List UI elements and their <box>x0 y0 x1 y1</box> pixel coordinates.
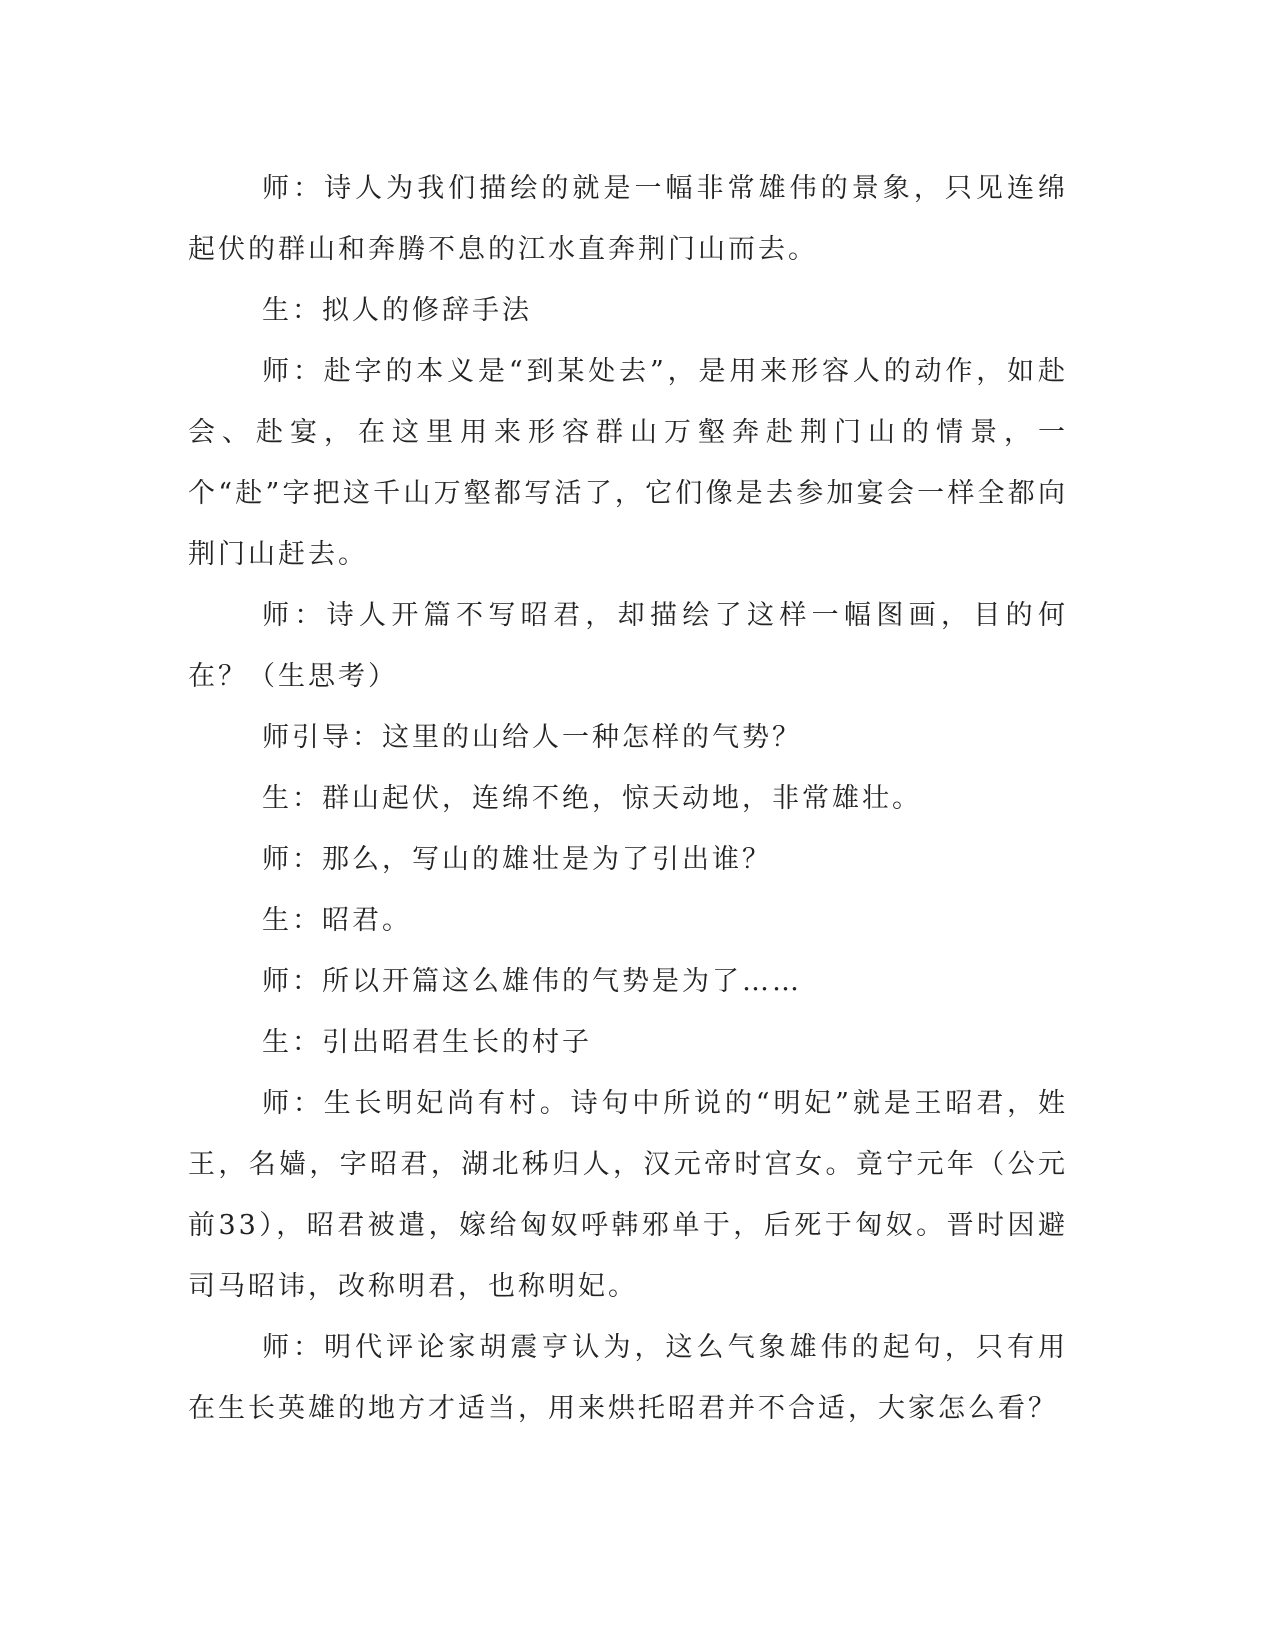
paragraph-student-4: 生：引出昭君生长的村子 <box>262 1027 592 1058</box>
paragraph-student-1: 生：拟人的修辞手法 <box>262 295 532 326</box>
document-body <box>188 158 1068 1439</box>
paragraph-teacher-5: 师：所以开篇这么雄伟的气势是为了…… <box>262 966 802 997</box>
paragraph-teacher-6: 师：生长明妃尚有村。诗句中所说的“明妃”就是王昭君，姓王，名嫱，字昭君，湖北秭归人，汉元帝时宫女。竟宁元年（公元前33），昭君被遣，嫁给匈奴呼韩邪单于，后死于匈奴。晋时因避司马昭讳，改称明君，也称明妃。 <box>188 1088 1068 1302</box>
paragraph-teacher-7: 师：明代评论家胡震亨认为，这么气象雄伟的起句，只有用在生长英雄的地方才适当，用来烘托昭君并不合适，大家怎么看？ <box>188 1332 1068 1424</box>
paragraph-student-3: 生：昭君。 <box>262 905 412 936</box>
paragraph-teacher-3: 师：诗人开篇不写昭君，却描绘了这样一幅图画，目的何在？（生思考） <box>188 600 1068 692</box>
paragraph-teacher-guide: 师引导：这里的山给人一种怎样的气势？ <box>262 722 802 753</box>
paragraph-student-2: 生：群山起伏，连绵不绝，惊天动地，非常雄壮。 <box>262 783 922 814</box>
paragraph-teacher-2: 师：赴字的本义是“到某处去”，是用来形容人的动作，如赴会、赴宴，在这里用来形容群山万壑奔赴荆门山的情景，一个“赴”字把这千山万壑都写活了，它们像是去参加宴会一样全都向荆门山赶去。 <box>188 356 1068 570</box>
paragraph-teacher-1: 师：诗人为我们描绘的就是一幅非常雄伟的景象，只见连绵起伏的群山和奔腾不息的江水直奔荆门山而去。 <box>188 173 1068 265</box>
paragraph-teacher-4: 师：那么，写山的雄壮是为了引出谁？ <box>262 844 772 875</box>
